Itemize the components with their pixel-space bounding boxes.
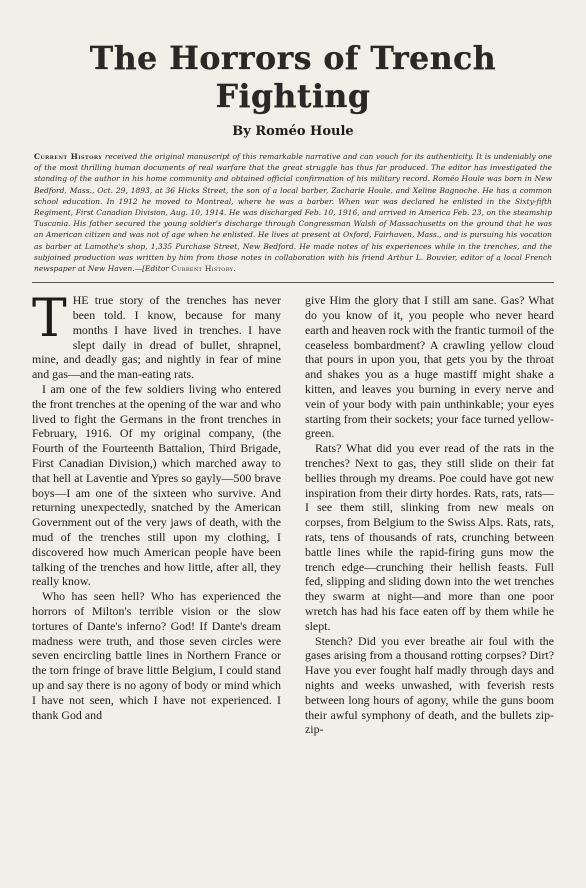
article-columns bbox=[32, 289, 554, 737]
left-column bbox=[32, 289, 281, 737]
intro-lead-caps: Current History bbox=[34, 152, 103, 161]
article-title: The Horrors of Trench Fighting bbox=[89, 40, 497, 115]
intro-text: received the original manuscript of this remarkable narrative and can vouch for its authenticity. It is undeniably one of the most thrilling human documents of real warfare that the great struggle has thus far produced. The editor has investigated the standing of the author in his home community and obtained official confirmation of his military record. Roméo Houle was born in New Bedford, Mass., Oct. 29, 1893, at 36 Hicks Street, the son of a local barber, Zacharie Houle, and Xeline Bagnoche. He has a common school education. In 1912 he moved to Montreal, where he was a barber. When war was declared he enlisted in the Sixty-fifth Regiment, First Canadian Division, Aug. 10, 1914. He was discharged Feb. 10, 1916, and arrived in America Feb. 23, on the steamship Tuscania. His father secured the young soldier's discharge through Congressman Walsh of Massachusetts on the ground that he was an American citizen and was not of age when he enlisted. He lives at present at Oxford, Fairhaven, Mass., and is pursuing his vocation as barber at Lamothe's shop, 1,335 Purchase Street, New Bedford. He made notes of his experiences while in the trenches, and the subjoined production was written by him from those notes in collaboration with his friend Arthur L. Bouvier, editor of a local French newspaper at New Haven.—[Editor bbox=[34, 152, 552, 274]
editor-intro bbox=[34, 151, 552, 274]
paragraph-text: HE true story of the trenches has never been told. I know, because for many months I have lived in trenches. I have slept daily in dread of bullet, shrapnel, mine, and deadly gas; and nightly in fear of mine and gas—and the man-eating rats. bbox=[32, 293, 281, 382]
paragraph: give Him the glory that I still am sane. Gas? What do you know of it, you people who never heard earth and heaven rock with the frantic turmoil of the ceaseless bombardment? A crawling yellow cloud that pours in upon you, that gets you by the throat and shakes you as a huge mastiff might shake a kitten, and leaves you burning in every nerve and vein of your body with pain unthinkable; your eyes starting from their sockets; your face turned yellow-green. bbox=[305, 293, 554, 441]
right-column bbox=[305, 293, 554, 737]
intro-end-caps: Current History. bbox=[171, 264, 236, 274]
paragraph: Stench? Did you ever breathe air foul with the gases arising from a thousand rotting corpses? Dirt? Have you ever fought half madly through days and nights and weeks unwashed, with feverish rests between long hours of agony, while the guns boom their awful symphony of death, and the bullets zip-zip- bbox=[305, 633, 554, 737]
paragraph bbox=[32, 289, 281, 382]
paragraph: I am one of the few soldiers living who entered the front trenches at the opening of the war and who lived to fight the Germans in the front trenches in February, 1916. Of my original company, (the Fourth of the Fourteenth Battalion, Third Brigade, First Canadian Division,) which marched away to that hell at Laventie and Ypres so gayly—500 brave boys—I am one of the sixteen who survive. And returning unexpectedly, snatched by the American Government out of the very jaws of death, with the mud of the trenches still upon my clothing, I discovered how much American people have been talking of the trenches and how little, after all, they really know. bbox=[32, 382, 281, 589]
drop-cap: T bbox=[32, 289, 67, 350]
article-byline: By Roméo Houle bbox=[232, 124, 354, 139]
paragraph: Who has seen hell? Who has experienced the horrors of Milton's terrible vision or the slow tortures of Dante's inferno? God! If Dante's dream madness were truth, and those seven circles were seven encircling battle lines in Northern France or the torn fringe of brave little Belgium, I could stand up and say there is no agony of body or mind which I have not seen, which I have not experienced. I thank God and bbox=[32, 589, 281, 722]
section-divider bbox=[32, 282, 554, 283]
paragraph: Rats? What did you ever read of the rats in the trenches? Next to gas, they still slide on their fat bellies through my dreams. Poe could have got new inspiration from their dirty hordes. Rats, rats, rats—I see them still, slinking from new meals on corpses, from Belgium to the Swiss Alps. Rats, rats, rats, tens of thousands of rats, crunching between battle lines while the rapid-firing guns mow the trench edge—crunching their hellish feasts. Full fed, slipping and sliding down into the wet trenches they swarm at night—and more than one poor wretch has had his face eaten off by them while he slept. bbox=[305, 441, 554, 633]
